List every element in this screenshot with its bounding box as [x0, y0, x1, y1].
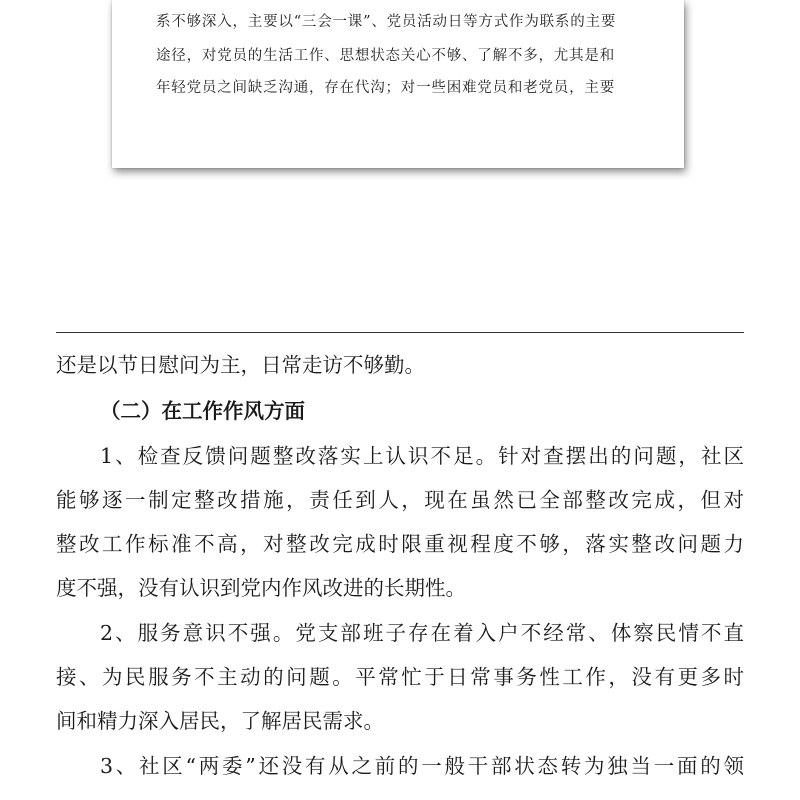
paragraph-line: 整改工作标准不高，对整改完成时限重视程度不够，落实整改问题力 [56, 532, 744, 556]
page-divider [56, 332, 744, 333]
paragraph-line: 还是以节日慰问为主，日常走访不够勤。 [56, 353, 425, 377]
document-preview-card [112, 0, 684, 168]
paragraph-line: 3、社区“两委”还没有从之前的一般干部状态转为独当一面的领 [100, 754, 744, 778]
paragraph-line: 2、服务意识不强。党支部班子存在着入户不经常、体察民情不直 [100, 621, 744, 645]
section-heading: （二）在工作作风方面 [100, 399, 305, 423]
preview-line: 年轻党员之间缺乏沟通，存在代沟；对一些困难党员和老党员，主要 [156, 80, 615, 96]
paragraph-line: 度不强，没有认识到党内作风改进的长期性。 [56, 576, 466, 600]
paragraph-line: 能够逐一制定整改措施，责任到人，现在虽然已全部整改完成，但对 [56, 488, 744, 512]
preview-line: 途径，对党员的生活工作、思想状态关心不够、了解不多，尤其是和 [156, 48, 615, 64]
paragraph-line: 接、为民服务不主动的问题。平常忙于日常事务性工作，没有更多时 [56, 665, 744, 689]
paragraph-line: 间和精力深入居民，了解居民需求。 [56, 709, 384, 733]
paragraph-line: 1、检查反馈问题整改落实上认识不足。针对查摆出的问题，社区 [100, 444, 744, 468]
preview-line: 系不够深入，主要以“三会一课”、党员活动日等方式作为联系的主要 [156, 14, 617, 30]
